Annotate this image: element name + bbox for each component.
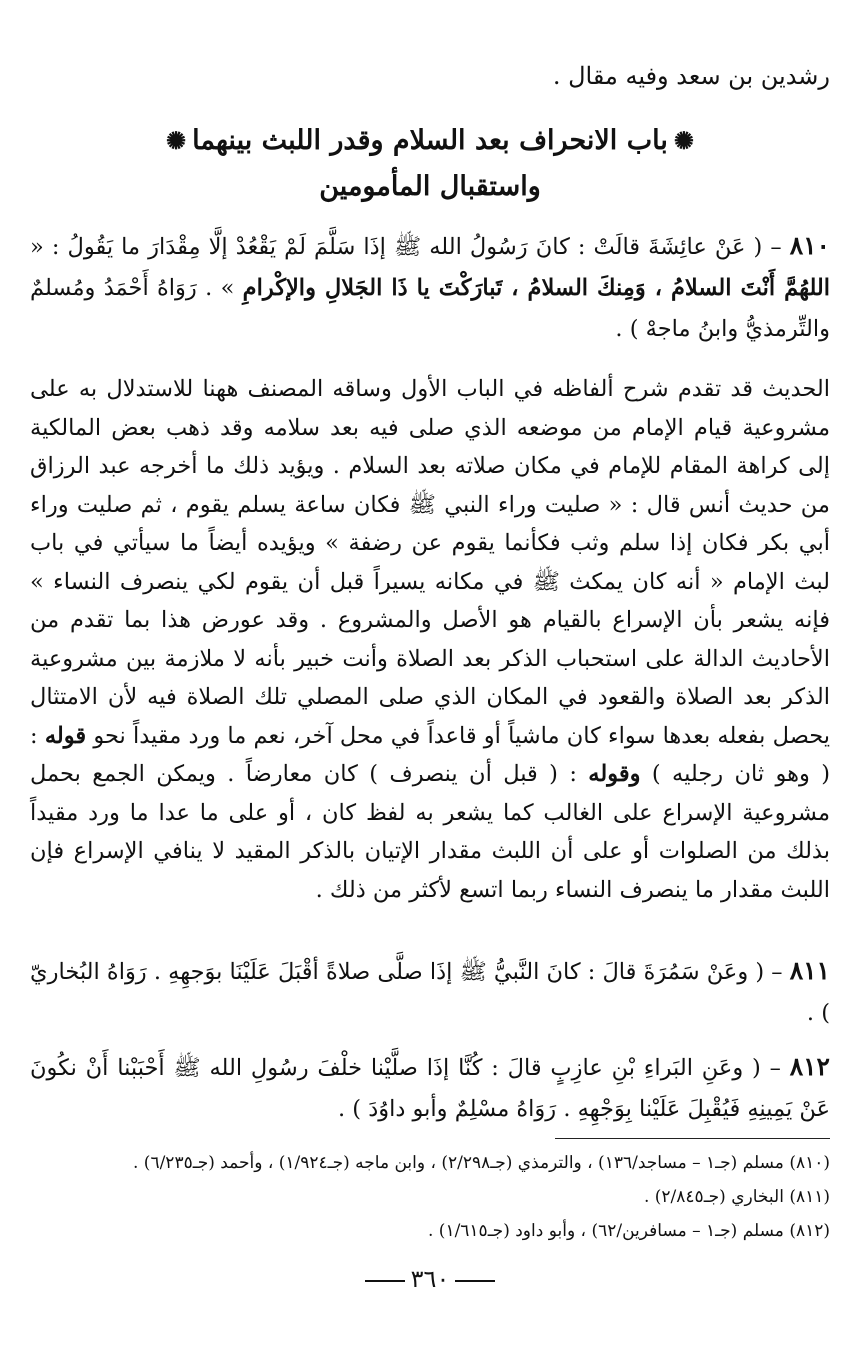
commentary-keyword: وقوله <box>588 761 641 787</box>
footnote: (٨١٠) مسلم (جـ١ – مساجد/١٣٦) ، والترمذي (جـ٢/٢٩٨) ، وابن ماجه (جـ١/٩٢٤) ، وأحمد (جـ٦/٢٣٥) . <box>133 1153 830 1173</box>
footnote-separator <box>555 1138 830 1139</box>
chapter-title-text: باب الانحراف بعد السلام وقدر اللبث بينهما <box>192 125 668 156</box>
page-number-value: ٣٦٠ <box>410 1265 450 1293</box>
commentary-text-3: : ( قبل أن ينصرف ) كان معارضاً . ويمكن الجمع بحمل مشروعية الإسراع على الغالب كما يشعر به لفظ كان ، أو على ما عدا ما ورد مقيداً بذلك من الصلوات أو على أن اللبث مقدار الإتيان بالذكر المقيد لا ينافي الإسراع فإن اللبث مقدار ما ينصرف النساء ربما اتسع لأكثر من ذلك . <box>30 761 830 903</box>
page-number-dash <box>365 1280 405 1282</box>
hadith-text: – ( وعَنْ سَمُرَةَ قالَ : كانَ النَّبيُّ ﷺ إذَا صلَّى صلاةً أقْبَلَ عَلَيْنَا بوَجهِهِ . رَوَاهُ البُخاريّ ) . <box>30 959 830 1026</box>
hadith-text: – ( وعَنِ البَراءِ بْنِ عازِبٍ قالَ : كُنَّا إذَا صلَّيْنا خلْفَ رسُولِ الله ﷺ أَحْبَبْنا أَنْ نكُونَ عَنْ يَمِينِهِ فَيُقْبِلَ عَلَيْنا بِوَجْهِهِ . رَوَاهُ مسْلِمٌ وأبو داوُدَ ) . <box>30 1055 830 1122</box>
footnote: (٨١٢) مسلم (جـ١ – مسافرين/٦٢) ، وأبو داود (جـ١/٦١٥) . <box>427 1221 830 1241</box>
hadith-number: ٨١٠ <box>789 231 830 260</box>
chapter-title-line-1 <box>30 118 830 164</box>
hadith-number: ٨١٢ <box>789 1052 830 1081</box>
commentary-keyword: قوله <box>44 722 87 749</box>
hadith-outro: » . رَوَاهُ أَحْمَدُ ومُسلمٌ والتِّرمذيُّ وابنُ ماجهْ ) . <box>30 275 830 342</box>
page-number <box>30 1262 830 1296</box>
hadith-intro: – ( عَنْ عائِشَةَ قالَتْ : كانَ رَسُولُ الله ﷺ إذَا سَلَّمَ لَمْ يَقْعُدْ إلَّا مِقْدَارَ ما يَقُولُ : « <box>30 234 782 260</box>
commentary-text-1: الحديث قد تقدم شرح ألفاظه في الباب الأول وساقه المصنف ههنا للاستدلال به على مشروعية قيام الإمام من موضعه الذي صلى فيه بعد سلامه وقد ذهب بعض المالكية إلى كراهة المقام للإمام في مكان صلاته بعد السلام . ويؤيد ذلك ما أخرجه عبد الرزاق من حديث أنس قال : « صليت وراء النبي ﷺ فكان ساعة يسلم يقوم ، ثم صليت وراء أبي بكر فكان إذا سلم وثب فكأنما يقوم عن رضفة » ويؤيده أيضاً ما سيأتي في باب لبث الإمام « أنه كان يمكث ﷺ في مكانه يسيراً قبل أن يقوم لكي ينصرف النساء » فإنه يشعر بأن الإسراع بالقيام هو الأصل والمشروع . وقد عورض هذا بما تقدم من الأحاديث الدالة على استحباب الذكر بعد الصلاة وأنت خبير بأنه لا ملازمة بين مشروعية الذكر بعد الصلاة والقعود في المكان الذي صلى المصلي تلك الصلاة فيه لأن الامتثال يحصل بفعله بعدها سواء كان ماشياً أو قاعداً في محل آخر، نعم ما ورد مقيداً نحو <box>30 376 830 749</box>
hadith-number: ٨١١ <box>789 956 830 985</box>
star-ornament-icon: ✺ <box>673 126 694 155</box>
commentary-text-2: : ( وهو ثان رجليه ) <box>30 722 830 787</box>
hadith-812 <box>30 1046 830 1130</box>
hadith-810 <box>30 225 830 350</box>
previous-text-continuation: رشدين بن سعد وفيه مقال . <box>552 62 830 90</box>
chapter-title-line-2: واستقبال المأمومين <box>319 171 541 202</box>
book-page <box>30 0 830 1350</box>
commentary-paragraph <box>30 370 830 909</box>
chapter-heading <box>30 118 830 210</box>
hadith-dua: اللهُمَّ أَنْتَ السلامُ ، وَمِنكَ السلامُ ، تَبارَكْتَ يا ذَا الجَلالِ والإكْرامِ <box>242 275 831 301</box>
star-ornament-icon: ✺ <box>166 126 187 155</box>
hadith-811 <box>30 950 830 1034</box>
footnote: (٨١١) البخاري (جـ٢/٨٤٥) . <box>643 1187 830 1207</box>
page-number-dash <box>455 1280 495 1282</box>
